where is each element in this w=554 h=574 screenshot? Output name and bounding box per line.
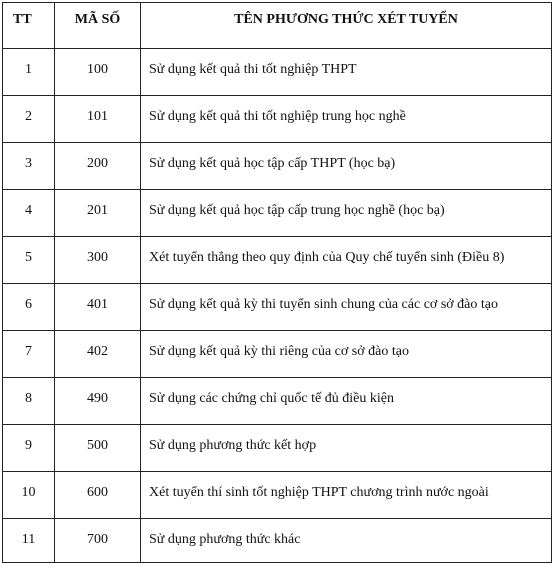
cell-ten: Xét tuyển thẳng theo quy định của Quy chế tuyển sinh (Điều 8) <box>141 237 552 284</box>
cell-stt: 5 <box>3 237 55 284</box>
table-row <box>3 237 552 284</box>
cell-ten: Sử dụng kết quả kỳ thi riêng của cơ sở đào tạo <box>141 331 552 378</box>
cell-stt: 2 <box>3 96 55 143</box>
cell-ma-so: 300 <box>55 237 141 284</box>
cell-stt: 10 <box>3 472 55 519</box>
table-row <box>3 472 552 519</box>
header-stt: TT <box>3 3 55 49</box>
cell-ten: Sử dụng kết quả học tập cấp THPT (học bạ) <box>141 143 552 190</box>
cell-stt: 11 <box>3 519 55 563</box>
admission-methods-table <box>2 2 552 563</box>
table-row <box>3 49 552 96</box>
cell-ten: Sử dụng kết quả thi tốt nghiệp trung học nghề <box>141 96 552 143</box>
cell-stt: 7 <box>3 331 55 378</box>
table-row <box>3 96 552 143</box>
cell-ten: Xét tuyển thí sinh tốt nghiệp THPT chương trình nước ngoài <box>141 472 552 519</box>
cell-stt: 9 <box>3 425 55 472</box>
cell-ma-so: 201 <box>55 190 141 237</box>
cell-ma-so: 402 <box>55 331 141 378</box>
cell-ma-so: 700 <box>55 519 141 563</box>
cell-stt: 8 <box>3 378 55 425</box>
table-row <box>3 284 552 331</box>
cell-ma-so: 500 <box>55 425 141 472</box>
cell-ten: Sử dụng phương thức kết hợp <box>141 425 552 472</box>
cell-ten: Sử dụng kết quả học tập cấp trung học nghề (học bạ) <box>141 190 552 237</box>
cell-ma-so: 101 <box>55 96 141 143</box>
cell-ma-so: 490 <box>55 378 141 425</box>
cell-ten: Sử dụng các chứng chỉ quốc tế đủ điều kiện <box>141 378 552 425</box>
cell-ten: Sử dụng kết quả thi tốt nghiệp THPT <box>141 49 552 96</box>
cell-ma-so: 100 <box>55 49 141 96</box>
cell-ma-so: 600 <box>55 472 141 519</box>
cell-stt: 4 <box>3 190 55 237</box>
table-row <box>3 331 552 378</box>
table-row <box>3 143 552 190</box>
header-ma-so: MÃ SỐ <box>55 3 141 49</box>
table-header-row <box>3 3 552 49</box>
header-ten-phuong-thuc: TÊN PHƯƠNG THỨC XÉT TUYỂN <box>141 3 552 49</box>
cell-stt: 6 <box>3 284 55 331</box>
cell-ten: Sử dụng phương thức khác <box>141 519 552 563</box>
cell-ma-so: 401 <box>55 284 141 331</box>
table-row <box>3 378 552 425</box>
cell-ma-so: 200 <box>55 143 141 190</box>
cell-stt: 1 <box>3 49 55 96</box>
table-row <box>3 190 552 237</box>
table-row <box>3 425 552 472</box>
cell-stt: 3 <box>3 143 55 190</box>
cell-ten: Sử dụng kết quả kỳ thi tuyển sinh chung của các cơ sở đào tạo <box>141 284 552 331</box>
table-row <box>3 519 552 563</box>
